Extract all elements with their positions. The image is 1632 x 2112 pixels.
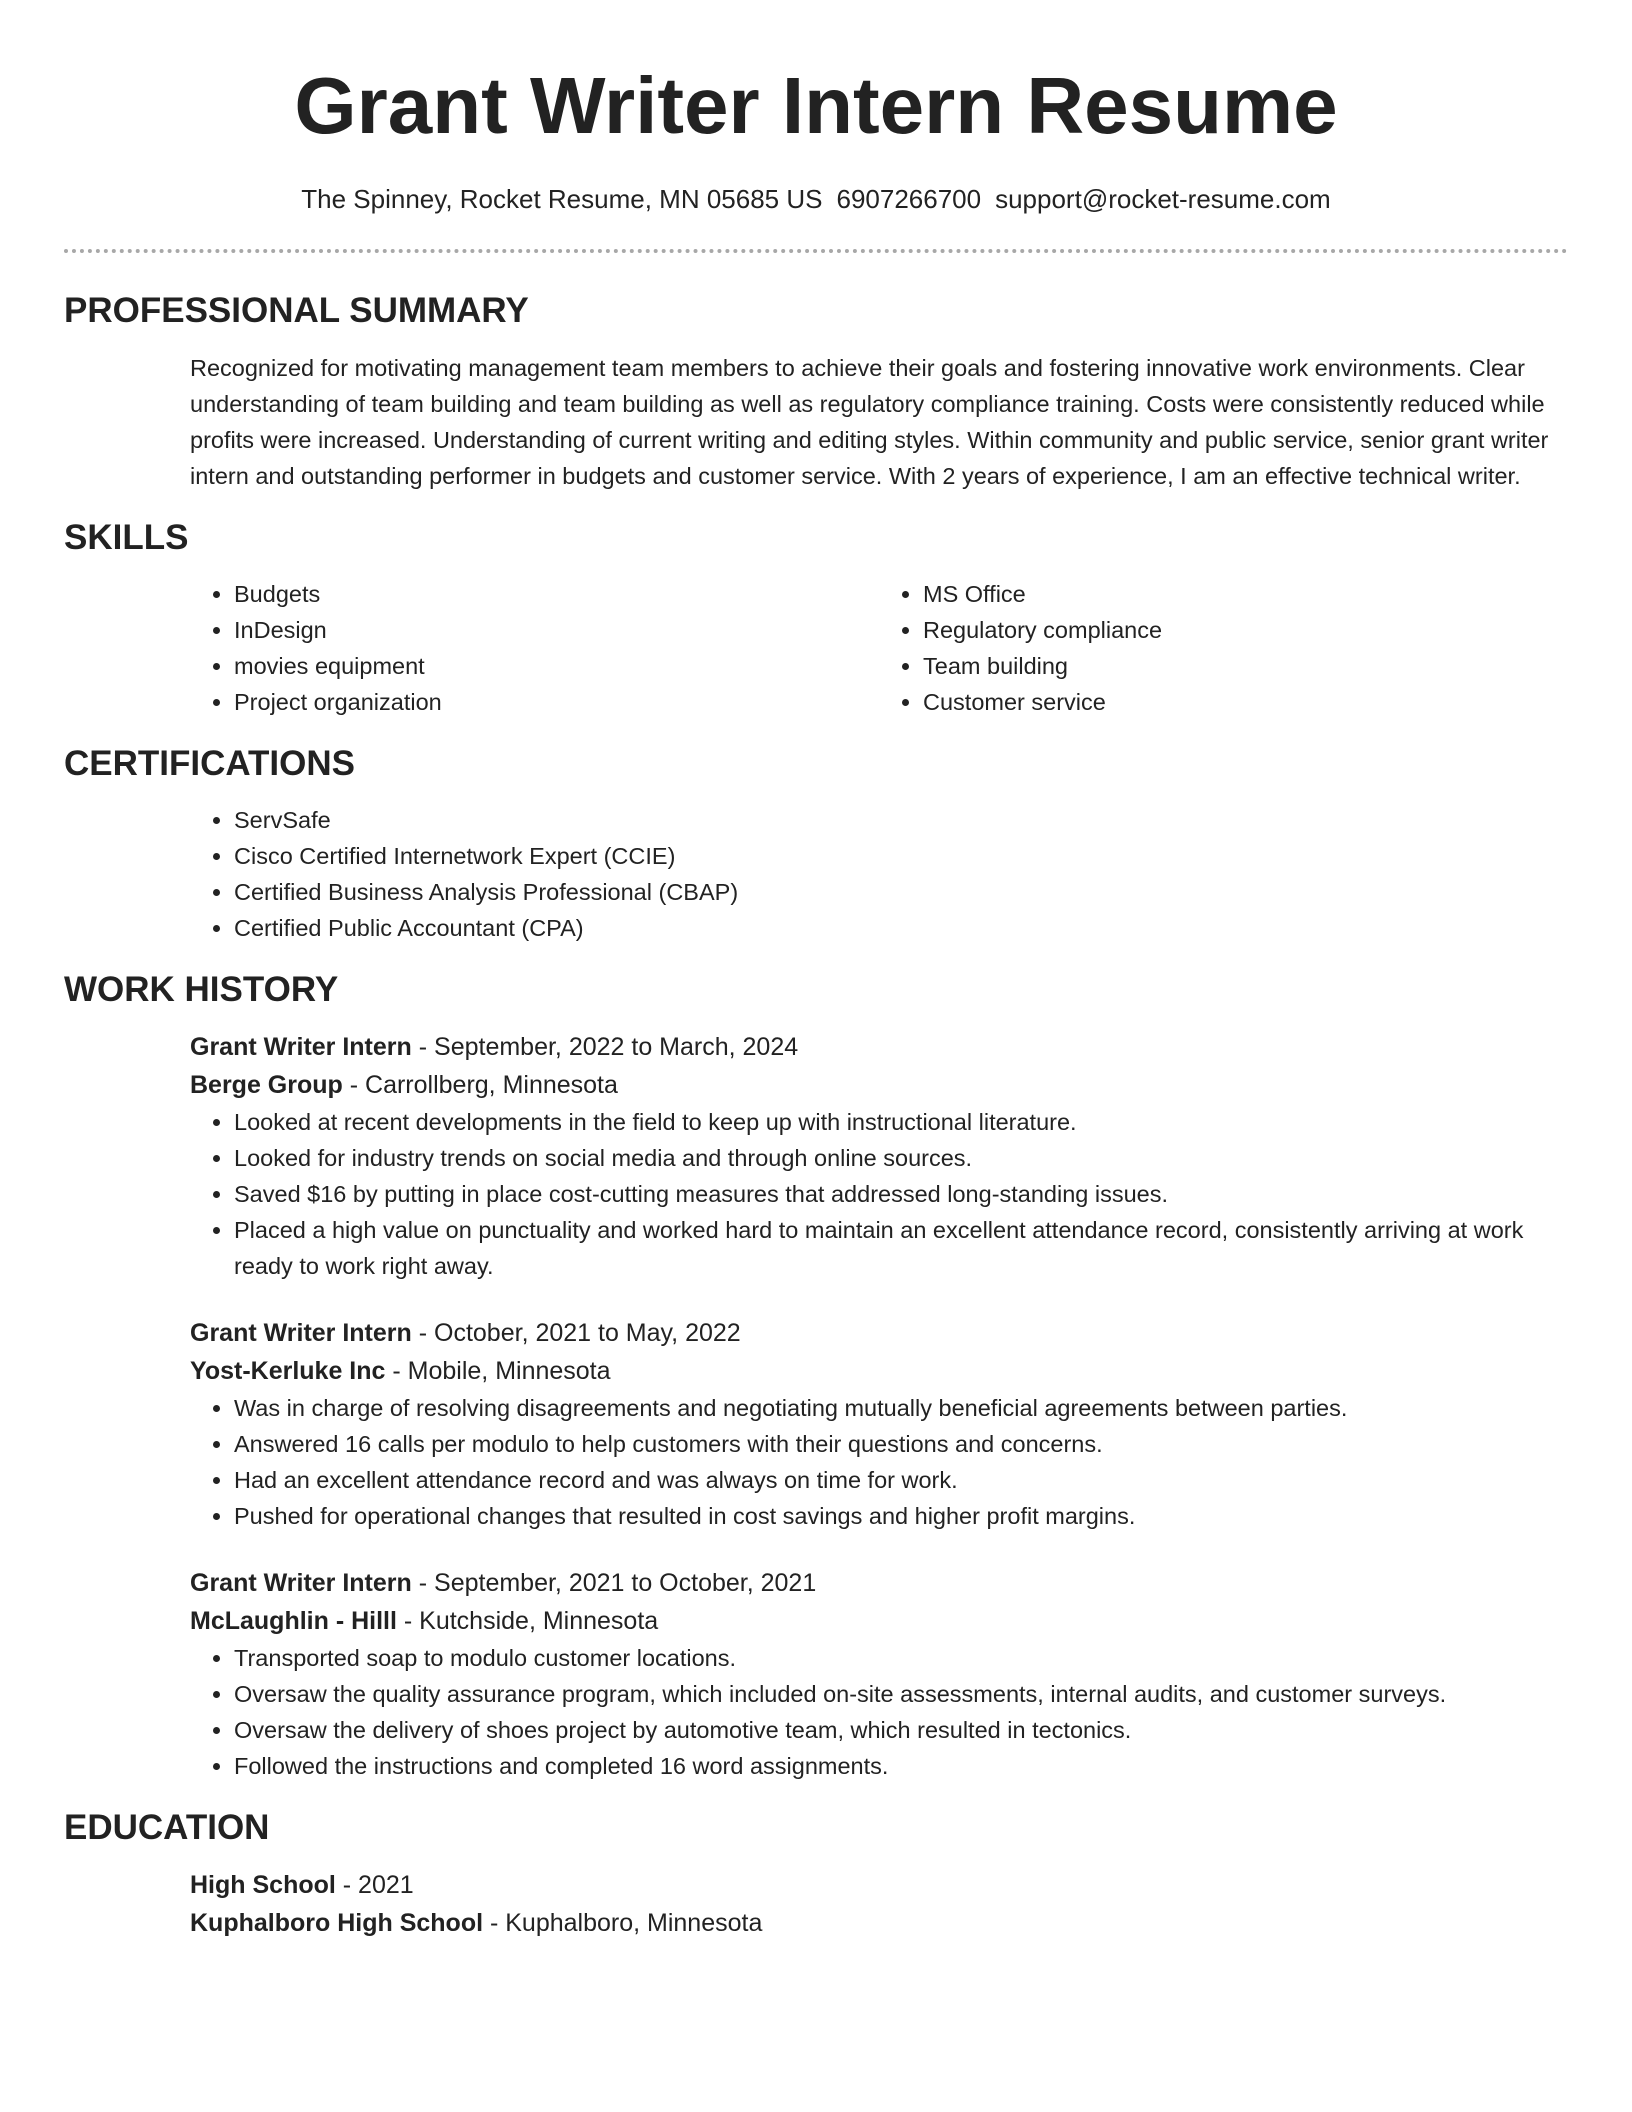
job-title-line	[190, 1028, 1568, 1066]
job-bullet: • Pushed for operational changes that resulted in cost savings and higher profit margins.	[234, 1498, 1568, 1534]
skills-list	[190, 576, 1568, 720]
job-location: - Carrollberg, Minnesota	[342, 1071, 618, 1099]
certifications-heading: CERTIFICATIONS	[64, 744, 356, 783]
work-history-heading: WORK HISTORY	[64, 970, 339, 1009]
job-role: Grant Writer Intern	[190, 1569, 412, 1597]
certifications-list	[190, 802, 1568, 946]
education-degree-line	[190, 1866, 1568, 1904]
skill-item: • movies equipment	[234, 648, 879, 684]
skill-item: • InDesign	[234, 612, 879, 648]
skill-item: • Project organization	[234, 684, 879, 720]
education-heading: EDUCATION	[64, 1808, 270, 1847]
summary-heading: PROFESSIONAL SUMMARY	[64, 291, 529, 330]
resume-title: Grant Writer Intern Resume	[294, 61, 1338, 150]
job-dates: - September, 2022 to March, 2024	[411, 1033, 799, 1061]
job-location: - Mobile, Minnesota	[385, 1357, 611, 1385]
job-bullet: • Transported soap to modulo customer locations.	[234, 1640, 1568, 1676]
job-company-line	[190, 1352, 1568, 1390]
job-company: Yost-Kerluke Inc	[190, 1357, 386, 1385]
job-bullet: • Oversaw the delivery of shoes project by automotive team, which resulted in tectonics.	[234, 1712, 1568, 1748]
skill-item: • MS Office	[923, 576, 1568, 612]
job-bullets	[190, 1640, 1568, 1784]
job-bullet: • Looked for industry trends on social media and through online sources.	[234, 1140, 1568, 1176]
job-bullet: • Followed the instructions and completed 16 word assignments.	[234, 1748, 1568, 1784]
job-dates: - October, 2021 to May, 2022	[411, 1319, 741, 1347]
job-bullet: • Was in charge of resolving disagreements and negotiating mutually beneficial agreements between parties.	[234, 1390, 1568, 1426]
job-entry	[190, 1028, 1568, 1284]
contact-address: The Spinney, Rocket Resume, MN 05685 US	[301, 184, 823, 214]
contact-line	[64, 182, 1568, 216]
certification-item: • Certified Business Analysis Professional (CBAP)	[234, 874, 1568, 910]
skills-column-left	[190, 576, 879, 720]
certification-item: • Certified Public Accountant (CPA)	[234, 910, 1568, 946]
skill-item: • Budgets	[234, 576, 879, 612]
skill-item: • Customer service	[923, 684, 1568, 720]
education-school-line	[190, 1904, 1568, 1942]
job-entry	[190, 1314, 1568, 1534]
skill-item: • Team building	[923, 648, 1568, 684]
education-school: Kuphalboro High School	[190, 1909, 484, 1937]
job-title-line	[190, 1314, 1568, 1352]
skills-heading: SKILLS	[64, 518, 189, 557]
certification-item: • Cisco Certified Internetwork Expert (CCIE)	[234, 838, 1568, 874]
job-role: Grant Writer Intern	[190, 1319, 412, 1347]
job-bullet: • Saved $16 by putting in place cost-cutting measures that addressed long-standing issues.	[234, 1176, 1568, 1212]
education-location: - Kuphalboro, Minnesota	[483, 1909, 763, 1937]
job-dates: - September, 2021 to October, 2021	[411, 1569, 817, 1597]
job-entry	[190, 1564, 1568, 1784]
summary-text: Recognized for motivating management team members to achieve their goals and fostering innovative work environments. Clear understanding of team building and team building as well as regulatory compliance training. Costs were consistently reduced while profits were increased. Understanding of current writing and editing styles. Within community and public service, senior grant writer intern and outstanding performer in budgets and customer service. With 2 years of experience, I am an effective technical writer.	[190, 355, 1549, 489]
education-degree: High School	[190, 1871, 336, 1899]
contact-phone: 6907266700	[836, 184, 982, 214]
job-bullet: • Oversaw the quality assurance program, which included on-site assessments, internal audits, and customer surveys.	[234, 1676, 1568, 1712]
education-entry	[190, 1866, 1568, 1942]
job-bullets	[190, 1390, 1568, 1534]
job-bullet: • Looked at recent developments in the field to keep up with instructional literature.	[234, 1104, 1568, 1140]
certification-item: • ServSafe	[234, 802, 1568, 838]
job-role: Grant Writer Intern	[190, 1033, 412, 1061]
job-company: McLaughlin - Hilll	[190, 1607, 397, 1635]
skill-item: • Regulatory compliance	[923, 612, 1568, 648]
skills-column-right	[879, 576, 1568, 720]
job-bullet: • Had an excellent attendance record and was always on time for work.	[234, 1462, 1568, 1498]
job-title-line	[190, 1564, 1568, 1602]
header-divider	[64, 249, 1568, 253]
job-bullet: • Answered 16 calls per modulo to help customers with their questions and concerns.	[234, 1426, 1568, 1462]
job-company-line	[190, 1602, 1568, 1640]
contact-email: support@rocket-resume.com	[995, 184, 1331, 214]
education-year: - 2021	[335, 1871, 414, 1899]
job-company-line	[190, 1066, 1568, 1104]
job-location: - Kutchside, Minnesota	[396, 1607, 659, 1635]
job-company: Berge Group	[190, 1071, 343, 1099]
job-bullets	[190, 1104, 1568, 1284]
job-bullet: • Placed a high value on punctuality and worked hard to maintain an excellent attendance record, consistently arriving at work ready to work right away.	[234, 1212, 1568, 1284]
